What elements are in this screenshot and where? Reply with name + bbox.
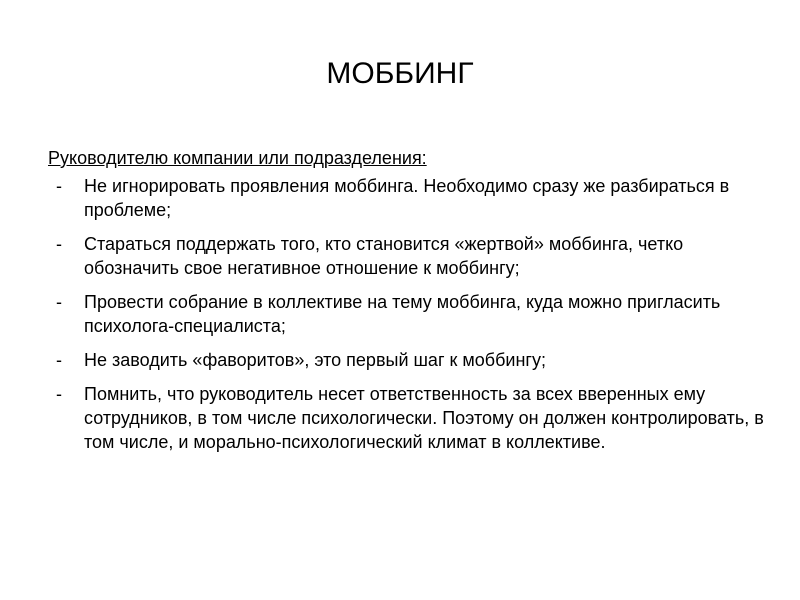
- subheading: Руководителю компании или подразделения:: [48, 148, 427, 168]
- slide-content: [48, 146, 768, 464]
- bullet-text: Не игнорировать проявления моббинга. Необходимо сразу же разбираться в проблеме;: [84, 176, 730, 220]
- bullet-marker: -: [56, 384, 62, 404]
- bullet-text: Провести собрание в коллективе на тему моббинга, куда можно пригласить психолога-специалиста;: [84, 292, 721, 336]
- bullet-text: Стараться поддержать того, кто становится «жертвой» моббинга, четко обозначить свое негативное отношение к моббингу;: [84, 234, 684, 278]
- slide-title: МОББИНГ: [326, 57, 474, 90]
- bullet-marker: -: [56, 176, 62, 196]
- bullet-marker: -: [56, 350, 62, 370]
- bullet-item: [48, 290, 768, 338]
- bullet-item: [48, 232, 768, 280]
- bullet-text: Помнить, что руководитель несет ответственность за всех вверенных ему сотрудников, в том числе психологически. Поэтому он должен контролировать, в том числе, и морально-психологический климат в коллективе.: [84, 384, 764, 452]
- bullet-marker: -: [56, 292, 62, 312]
- bullet-text: Не заводить «фаворитов», это первый шаг к моббингу;: [84, 350, 546, 370]
- bullet-item: [48, 348, 768, 372]
- bullet-list: [48, 174, 768, 454]
- bullet-marker: -: [56, 234, 62, 254]
- bullet-item: [48, 382, 768, 454]
- bullet-item: [48, 174, 768, 222]
